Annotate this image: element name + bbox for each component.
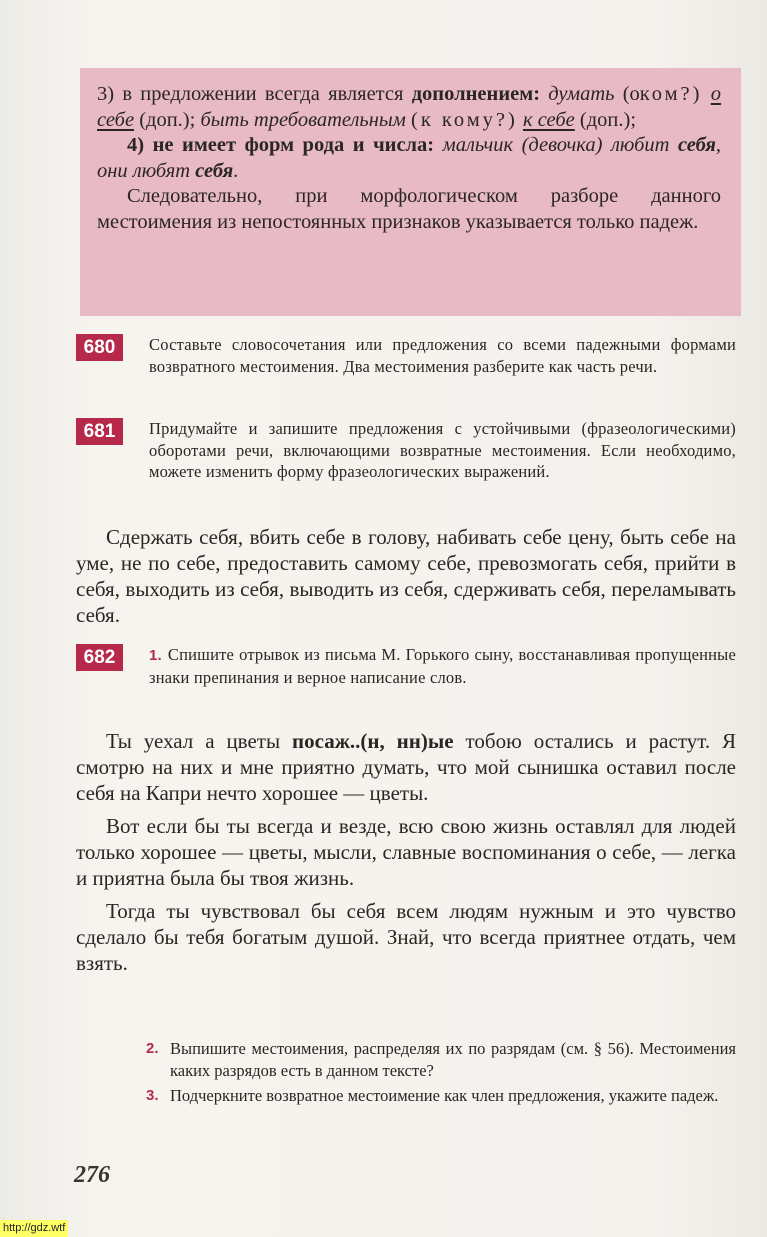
rule-question: (о: [622, 83, 640, 105]
rule-example-word: себя: [195, 159, 234, 182]
rule-keyword: 4) не имеет форм рода и числа:: [127, 134, 435, 156]
rule-text: 3) в предложении всегда является: [97, 83, 404, 105]
rule-example-word: себя: [677, 134, 716, 156]
rule-example: думать: [548, 83, 615, 105]
rule-example: быть требовательным: [200, 108, 406, 131]
exercise-task: Придумайте и запишите предложения с устойчивыми (фразеологическими) оборотами речи, включающими возвратные местоимения. Если необходимо, можете изменить форму фразеологических выражений.: [149, 419, 736, 481]
exercise-682: [76, 644, 736, 688]
task-text: Спишите отрывок из письма М. Горького сыну, восстанавливая пропущенные знаки препинания и верное написание слов.: [149, 645, 736, 687]
letter-missing-word: посаж..(н, нн)ые: [292, 729, 454, 753]
exercise-task: [149, 644, 736, 688]
rule-note: (доп.);: [579, 108, 637, 131]
rule-question: ком?): [639, 83, 703, 105]
rule-conclusion: Следовательно, при морфологическом разборе данного местоимения из непостоянных признаков указывается только падеж.: [97, 185, 721, 233]
exercise-680: [76, 334, 736, 377]
phrase-paragraph: Сдержать себя, вбить себе в голову, набивать себе цену, быть себе на уме, не по себе, предоставить самому себе, превозмогать себя, прийти в себя, выходить из себя, выводить из себя, сдерживать себя, переламывать себя.: [76, 525, 736, 627]
rule-note: (доп.);: [139, 108, 196, 131]
rule-text: .: [233, 159, 239, 182]
rule-question: (к кому?): [411, 108, 518, 131]
subtask-item: [146, 1085, 736, 1107]
rule-item-3: [97, 82, 721, 133]
letter-paragraph-1: [76, 728, 736, 806]
subtask-text: Выпишите местоимения, распределяя их по разрядам (см. § 56). Местоимения каких разрядов есть в данном тексте?: [170, 1039, 736, 1080]
letter-text: [76, 728, 736, 983]
letter-text-part: тобою остались и растут. Я смотрю на них и мне приятно думать, что мой сынишка оставил после себя на Капри нечто хорошее — цветы.: [76, 729, 737, 805]
rule-keyword: дополнением:: [411, 83, 541, 105]
task-number: 1.: [149, 647, 162, 664]
subtask-item: [146, 1038, 736, 1081]
subtask-number: 3.: [146, 1087, 159, 1104]
rule-example-word: о себе: [97, 83, 721, 131]
rule-example: мальчик (девочка) любит: [442, 134, 670, 156]
rule-box: [80, 68, 741, 316]
subtask-text: Подчеркните возвратное местоимение как член предложения, укажите падеж.: [170, 1086, 719, 1105]
exercise-task: Составьте словосочетания или предложения со всеми падежными формами возвратного местоимения. Два местоимения разберите как часть речи.: [149, 335, 736, 376]
letter-text-part: Ты уехал а цветы: [106, 729, 281, 753]
exercise-number-badge: 681: [76, 418, 123, 445]
letter-paragraph-3: Тогда ты чувствовал бы себя всем людям нужным и это чувство сделало бы тебя богатым душой. Знай, что всегда приятнее отдать, чем взять.: [76, 899, 736, 975]
exercise-number-badge: 682: [76, 644, 123, 671]
phrase-list: [76, 524, 736, 635]
page-number: 276: [74, 1162, 110, 1188]
exercise-number-badge: 680: [76, 334, 123, 361]
rule-example-word: к себе: [522, 108, 575, 131]
rule-example: , они любят: [97, 134, 722, 182]
rule-item-4: [97, 133, 721, 184]
subtask-number: 2.: [146, 1040, 159, 1057]
subtask-list: [146, 1038, 736, 1111]
letter-paragraph-2: Вот если бы ты всегда и везде, всю свою жизнь оставлял для людей только хорошее — цветы, мысли, славные воспоминания о себе, — легка и приятна была бы твоя жизнь.: [76, 814, 736, 890]
exercise-681: [76, 418, 736, 483]
watermark-link[interactable]: http://gdz.wtf: [0, 1220, 68, 1237]
